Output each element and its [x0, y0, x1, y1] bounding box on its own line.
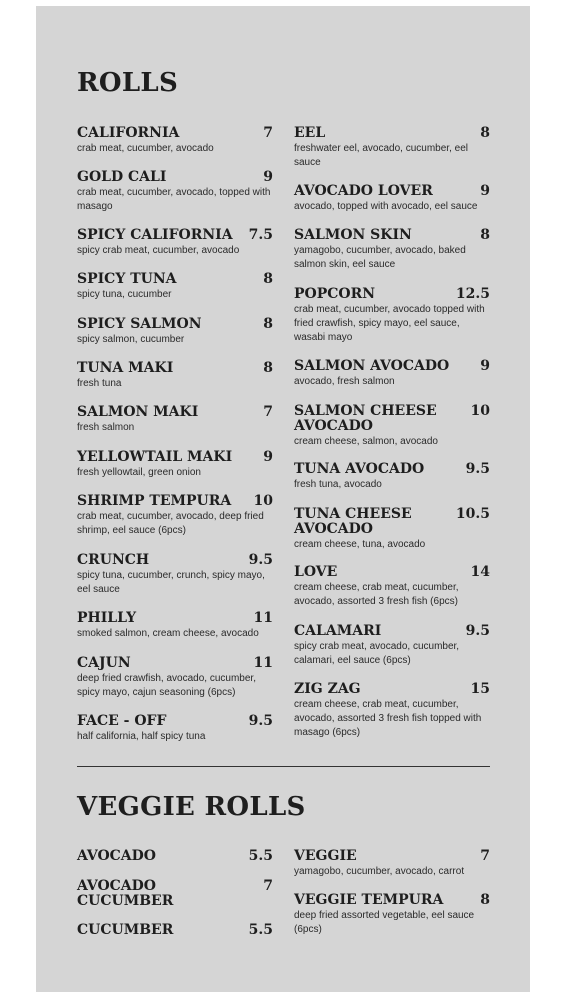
item-price: 10	[470, 403, 490, 419]
item-price: 8	[263, 271, 273, 287]
item-name: FACE - OFF	[77, 713, 167, 729]
item-name: CALIFORNIA	[77, 125, 180, 141]
menu-item	[77, 450, 273, 480]
item-price: 7	[263, 404, 273, 420]
item-description: yamagobo, cucumber, avocado, baked salmon skin, eel sauce	[294, 245, 466, 270]
menu-item	[77, 849, 273, 865]
menu-item	[77, 879, 273, 910]
item-name: YELLOWTAIL MAKI	[77, 449, 233, 465]
item-description: freshwater eel, avocado, cucumber, eel sauce	[294, 143, 468, 168]
menu-item	[294, 359, 490, 389]
item-price: 9.5	[248, 713, 273, 729]
item-description: crab meat, cucumber, avocado, deep fried shrimp, eel sauce (6pcs)	[77, 511, 264, 536]
item-name: SALMON CHEESE AVOCADO	[294, 403, 437, 434]
item-price: 11	[253, 655, 273, 671]
item-price: 9.5	[465, 461, 490, 477]
item-price: 10	[253, 493, 273, 509]
item-description: avocado, topped with avocado, eel sauce	[294, 201, 478, 212]
menu-item	[77, 923, 273, 939]
menu-item	[294, 287, 490, 345]
item-description: deep fried assorted vegetable, eel sauce (6pcs)	[294, 910, 475, 935]
item-name: TUNA MAKI	[77, 360, 174, 376]
item-name: PHILLY	[77, 610, 137, 626]
item-description: fresh tuna, avocado	[294, 479, 382, 490]
item-description: fresh salmon	[77, 422, 135, 433]
menu-item	[294, 849, 490, 879]
item-price: 8	[263, 316, 273, 332]
item-description: fresh tuna	[77, 378, 122, 389]
menu-item	[77, 656, 273, 700]
section-divider	[77, 766, 490, 767]
item-name: SHRIMP TEMPURA	[77, 493, 232, 509]
menu-item	[77, 272, 273, 302]
item-name: POPCORN	[294, 286, 376, 302]
item-price: 8	[480, 125, 490, 141]
menu-item	[294, 126, 490, 170]
menu-item	[294, 404, 490, 449]
item-price: 10.5	[455, 506, 490, 522]
item-description: half california, half spicy tuna	[77, 731, 206, 742]
item-description: cream cheese, crab meat, cucumber, avocado, assorted 3 fresh fish topped with masago (6pcs)	[294, 699, 482, 738]
menu-item	[294, 507, 490, 552]
menu-item	[77, 228, 273, 258]
menu-item	[294, 682, 490, 740]
item-description: crab meat, cucumber, avocado, topped with masago	[77, 187, 271, 212]
item-name: LOVE	[294, 564, 338, 580]
menu-item	[294, 228, 490, 272]
item-name: CAJUN	[77, 655, 131, 671]
item-description: yamagobo, cucumber, avocado, carrot	[294, 866, 465, 877]
menu-item	[77, 405, 273, 435]
item-description: spicy tuna, cucumber	[77, 289, 172, 300]
item-description: cream cheese, crab meat, cucumber, avocado, assorted 3 fresh fish (6pcs)	[294, 582, 459, 607]
veggie-rolls-section-title: VEGGIE ROLLS	[77, 792, 306, 822]
item-name: VEGGIE	[294, 848, 357, 864]
item-price: 9	[480, 358, 490, 374]
item-price: 7	[263, 878, 273, 894]
menu-item	[77, 317, 273, 347]
item-name: AVOCADO LOVER	[294, 183, 433, 199]
item-price: 15	[470, 681, 490, 697]
rolls-section-title: ROLLS	[77, 68, 179, 98]
item-price: 9.5	[465, 623, 490, 639]
menu-item	[294, 893, 490, 937]
item-name: SALMON MAKI	[77, 404, 199, 420]
item-name: SPICY CALIFORNIA	[77, 227, 233, 243]
item-price: 9	[263, 169, 273, 185]
menu-item	[77, 714, 273, 744]
menu-item	[294, 565, 490, 609]
item-description: crab meat, cucumber, avocado	[77, 143, 214, 154]
item-name: CRUNCH	[77, 552, 150, 568]
item-name: TUNA CHEESE AVOCADO	[294, 506, 412, 537]
item-description: fresh yellowtail, green onion	[77, 467, 201, 478]
item-price: 9	[263, 449, 273, 465]
menu-item	[77, 553, 273, 597]
item-price: 11	[253, 610, 273, 626]
item-name: SPICY SALMON	[77, 316, 202, 332]
item-name: CUCUMBER	[77, 922, 174, 938]
item-name: TUNA AVOCADO	[294, 461, 425, 477]
menu-page	[36, 6, 530, 992]
item-name: ZIG ZAG	[294, 681, 361, 697]
item-name: CALAMARI	[294, 623, 382, 639]
item-price: 9	[480, 183, 490, 199]
menu-item	[294, 624, 490, 668]
item-price: 8	[480, 892, 490, 908]
item-price: 12.5	[455, 286, 490, 302]
menu-item	[294, 184, 490, 214]
item-name: AVOCADO CUCUMBER	[77, 878, 174, 909]
item-price: 9.5	[248, 552, 273, 568]
item-description: crab meat, cucumber, avocado topped with fried crawfish, spicy mayo, eel sauce, wasabi mayo	[294, 304, 485, 343]
menu-item	[77, 126, 273, 156]
item-description: cream cheese, tuna, avocado	[294, 539, 426, 550]
menu-item	[77, 611, 273, 641]
item-description: spicy crab meat, cucumber, avocado	[77, 245, 240, 256]
item-name: AVOCADO	[77, 848, 156, 864]
item-price: 5.5	[248, 922, 273, 938]
menu-item	[77, 494, 273, 538]
item-description: cream cheese, salmon, avocado	[294, 436, 438, 447]
item-description: avocado, fresh salmon	[294, 376, 395, 387]
item-price: 8	[480, 227, 490, 243]
item-name: SALMON SKIN	[294, 227, 412, 243]
menu-item	[294, 462, 490, 492]
item-price: 8	[263, 360, 273, 376]
item-name: SPICY TUNA	[77, 271, 177, 287]
item-description: smoked salmon, cream cheese, avocado	[77, 628, 259, 639]
item-price: 5.5	[248, 848, 273, 864]
item-price: 7	[263, 125, 273, 141]
item-description: spicy crab meat, avocado, cucumber, calamari, eel sauce (6pcs)	[294, 641, 460, 666]
item-description: spicy tuna, cucumber, crunch, spicy mayo, eel sauce	[77, 570, 265, 595]
menu-item	[77, 361, 273, 391]
item-description: deep fried crawfish, avocado, cucumber, spicy mayo, cajun seasoning (6pcs)	[77, 673, 256, 698]
item-name: VEGGIE TEMPURA	[294, 892, 444, 908]
item-description: spicy salmon, cucumber	[77, 334, 185, 345]
item-name: EEL	[294, 125, 326, 141]
item-name: GOLD CALI	[77, 169, 167, 185]
item-price: 7	[480, 848, 490, 864]
item-name: SALMON AVOCADO	[294, 358, 450, 374]
item-price: 7.5	[248, 227, 273, 243]
menu-item	[77, 170, 273, 214]
item-price: 14	[470, 564, 490, 580]
